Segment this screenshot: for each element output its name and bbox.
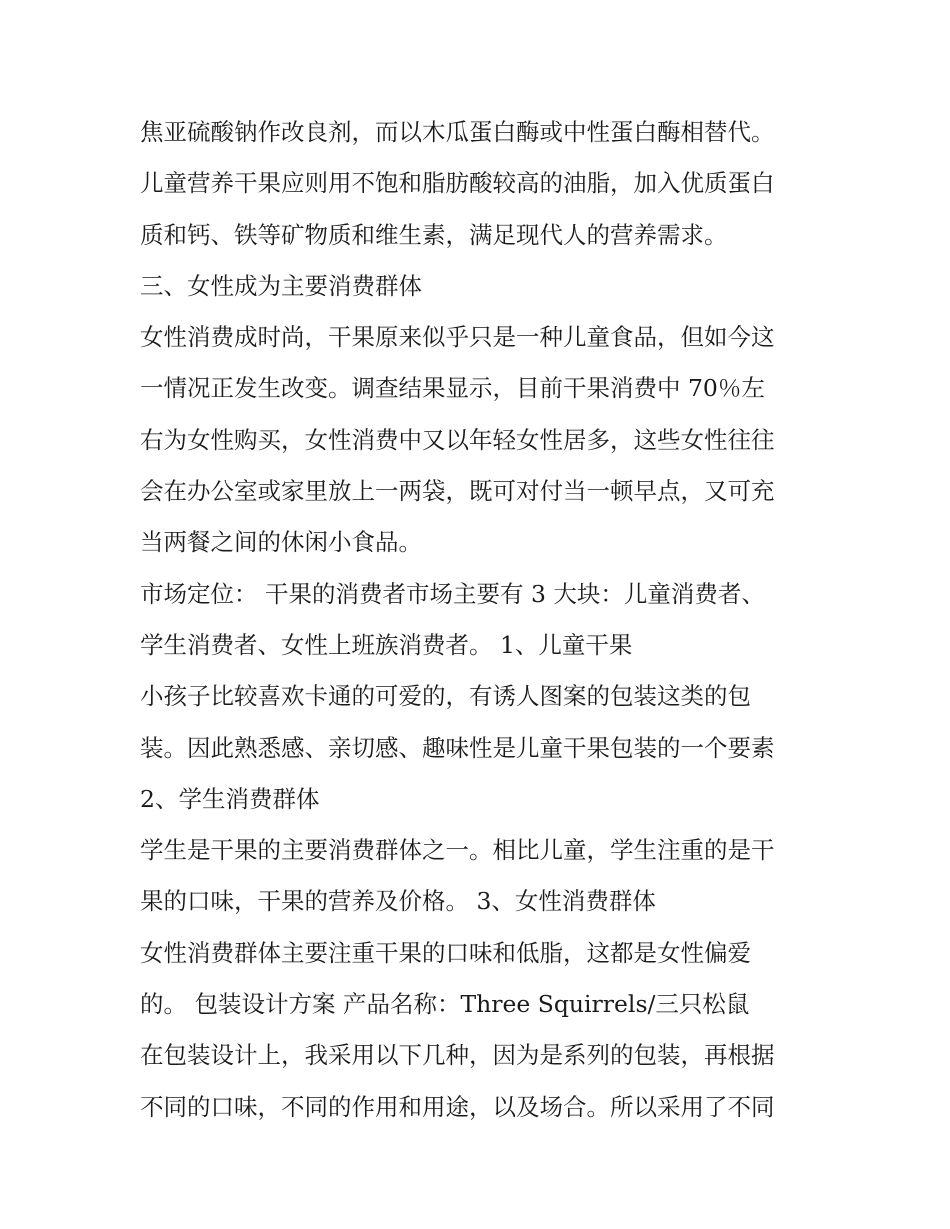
text-line: 市场定位： 干果的消费者市场主要有 3 大块：儿童消费者、 [140, 579, 765, 608]
text-line: 不同的口味，不同的作用和用途，以及场合。所以采用了不同 [140, 1092, 775, 1121]
text-line: 学生消费者、女性上班族消费者。 1、儿童干果 [140, 630, 633, 659]
text-line: 焦亚硫酸钠作改良剂，而以木瓜蛋白酶或中性蛋白酶相替代。 [140, 118, 775, 146]
text-line: 一情况正发生改变。调查结果显示，目前干果消费中 70％左 [140, 374, 765, 403]
text-line: 当两餐之间的休闲小食品。 [140, 528, 422, 557]
text-line: 女性消费群体主要注重干果的口味和低脂，这都是女性偏爱 [140, 938, 751, 967]
text-line: 果的口味，干果的营养及价格。 3、女性消费群体 [140, 887, 656, 916]
text-line: 小孩子比较喜欢卡通的可爱的，有诱人图案的包装这类的包 [140, 682, 751, 711]
text-line: 右为女性购买，女性消费中又以年轻女性居多，这些女性往往 [140, 425, 775, 454]
text-line: 装。因此熟悉感、亲切感、趣味性是儿童干果包装的一个要素 [140, 733, 775, 762]
text-line: 儿童营养干果应则用不饱和脂肪酸较高的油脂，加入优质蛋白 [140, 169, 775, 198]
text-line: 的。 包装设计方案 产品名称：Three Squirrels/三只松鼠 [140, 990, 750, 1019]
text-line: 女性消费成时尚，干果原来似乎只是一种儿童食品，但如今这 [140, 323, 775, 352]
text-line: 质和钙、铁等矿物质和维生素，满足现代人的营养需求。 [140, 220, 728, 249]
subsection-heading: 2、学生消费群体 [140, 784, 320, 813]
section-heading: 三、女性成为主要消费群体 [140, 271, 422, 300]
text-line: 学生是干果的主要消费群体之一。相比儿童，学生注重的是干 [140, 836, 775, 865]
text-line: 会在办公室或家里放上一两袋，既可对付当一顿早点，又可充 [140, 477, 775, 506]
document-body [140, 107, 830, 1133]
text-line: 在包装设计上，我采用以下几种，因为是系列的包装，再根据 [140, 1041, 775, 1070]
